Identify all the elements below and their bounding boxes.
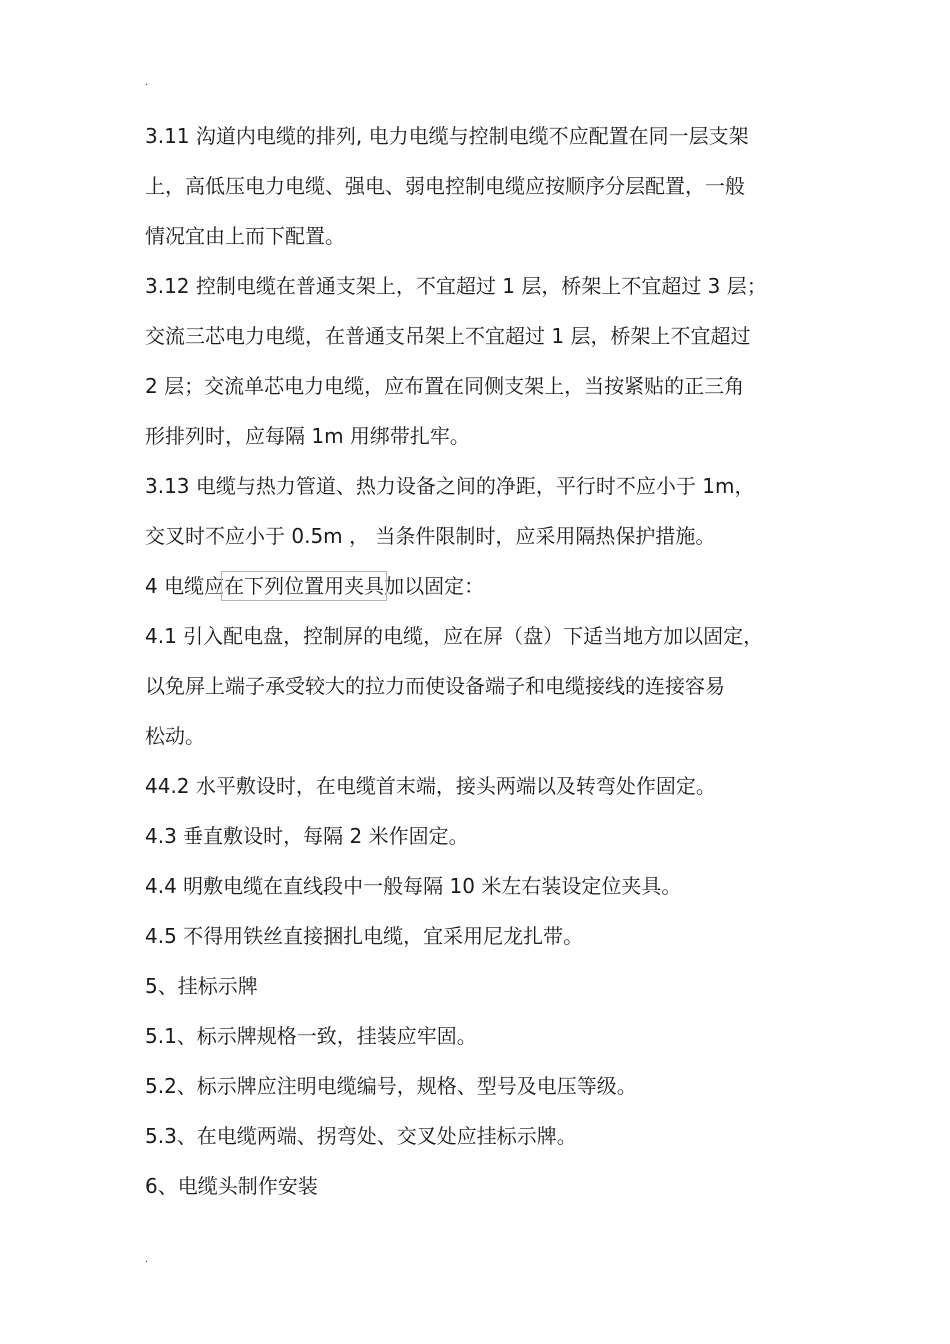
text-line: 5.2、标示牌应注明电缆编号，规格、型号及电压等级。 [145,1074,637,1098]
text-line: 5、挂标示牌 [145,974,258,998]
paragraph-4-2 [145,761,815,811]
heading-4-prefix: 4 电缆应 [145,574,225,598]
text-line: 4.3 垂直敷设时，每隔 2 米作固定。 [145,824,469,848]
text-line: 上，高低压电力电缆、强电、弱电控制电缆应按顺序分层配置，一般 [145,174,745,198]
text-line: 交流三芯电力电缆，在普通支吊架上不宜超过 1 层，桥架上不宜超过 [145,324,751,348]
text-line: 44.2 水平敷设时，在电缆首末端，接头两端以及转弯处作固定。 [145,774,716,798]
page-marker-top: . [145,77,149,88]
text-line: 情况宜由上而下配置。 [145,224,345,248]
paragraph-4-4 [145,861,815,911]
paragraph-4-1 [145,611,815,761]
heading-4-suffix: 加以固定： [384,574,485,598]
paragraph-3-13 [145,461,815,561]
text-line: 3.11 沟道内电缆的排列, 电力电缆与控制电缆不应配置在同一层支架 [145,124,749,148]
document-body [145,111,815,1211]
text-line: 3.13 电缆与热力管道、热力设备之间的净距，平行时不应小于 1m， [145,474,755,498]
text-line: 4.1 引入配电盘，控制屏的电缆，应在屏（盘）下适当地方加以固定， [145,624,764,648]
text-line: 形排列时，应每隔 1m 用绑带扎牢。 [145,424,470,448]
text-line: 6、电缆头制作安装 [145,1174,318,1198]
paragraph-5-1 [145,1011,815,1061]
text-line [145,561,815,611]
text-line: 以免屏上端子承受较大的拉力而使设备端子和电缆接线的连接容易 [145,674,725,698]
paragraph-4-5 [145,911,815,961]
boxed-text-selection[interactable]: 在下列位置用夹具 [224,574,385,598]
text-line: 2 层；交流单芯电力电缆，应布置在同侧支架上，当按紧贴的正三角 [145,374,745,398]
paragraph-6 [145,1161,815,1211]
text-line: 5.1、标示牌规格一致，挂装应牢固。 [145,1024,477,1048]
text-line: 3.12 控制电缆在普通支架上，不宜超过 1 层，桥架上不宜超过 3 层； [145,274,767,298]
paragraph-5 [145,961,815,1011]
paragraph-3-11 [145,111,815,261]
paragraph-5-2 [145,1061,815,1111]
page-marker-bottom: . [145,1254,149,1265]
paragraph-5-3 [145,1111,815,1161]
paragraph-3-12 [145,261,815,461]
text-line: 松动。 [145,724,205,748]
text-line: 5.3、在电缆两端、拐弯处、交叉处应挂标示牌。 [145,1124,577,1148]
text-line: 4.4 明敷电缆在直线段中一般每隔 10 米左右装设定位夹具。 [145,874,682,898]
text-line: 4.5 不得用铁丝直接捆扎电缆，宜采用尼龙扎带。 [145,924,584,948]
paragraph-4-3 [145,811,815,861]
text-line: 交叉时不应小于 0.5m ， 当条件限制时，应采用隔热保护措施。 [145,524,716,548]
paragraph-4 [145,561,815,611]
